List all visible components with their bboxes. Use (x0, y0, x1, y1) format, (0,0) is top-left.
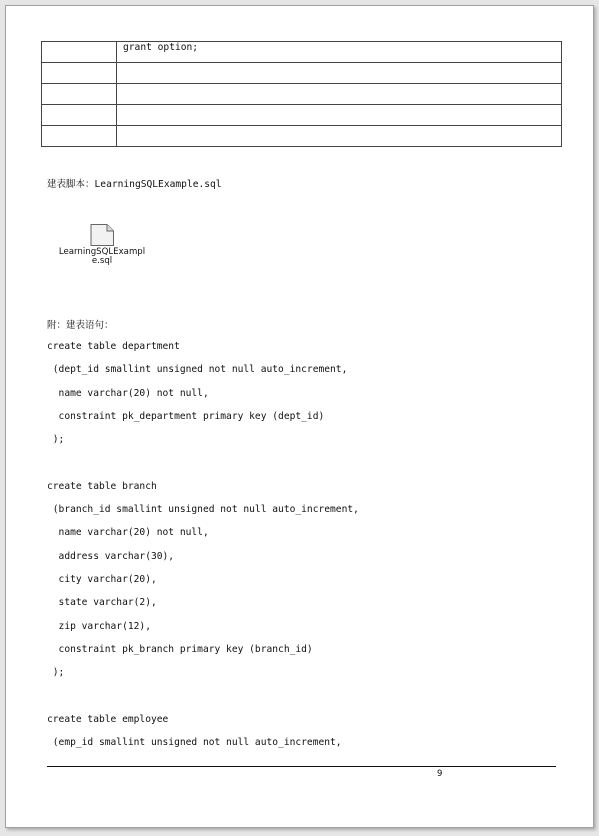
code-line: (dept_id smallint unsigned not null auto_increment, (47, 364, 348, 376)
code-line: ); (47, 434, 65, 446)
embedded-file-attachment[interactable] (44, 224, 164, 272)
code-line: create table employee (47, 713, 169, 725)
table-cell (117, 63, 562, 84)
document-page (5, 5, 594, 828)
code-line: city varchar(20), (47, 574, 157, 585)
code-line: (emp_id smallint unsigned not null auto_increment, (47, 737, 342, 749)
table-row (42, 84, 562, 105)
code-line: constraint pk_branch primary key (branch_id) (47, 643, 313, 655)
table-cell (42, 42, 117, 63)
table-row (42, 105, 562, 126)
permission-table (41, 41, 562, 147)
code-line: (branch_id smallint unsigned not null auto_increment, (47, 504, 359, 516)
code-line: constraint pk_department primary key (dept_id) (47, 410, 325, 422)
table-cell (117, 105, 562, 126)
table-cell (117, 84, 562, 105)
code-line: name varchar(20) not null, (47, 527, 209, 539)
table-cell (117, 126, 562, 147)
code-line: address varchar(30), (47, 550, 175, 562)
table-row (42, 42, 562, 63)
code-line: name varchar(20) not null, (47, 387, 209, 399)
table-row (42, 126, 562, 147)
table-cell (42, 105, 117, 126)
code-line: zip varchar(12), (47, 620, 151, 632)
page-number: 9 (437, 769, 443, 779)
table-cell (42, 63, 117, 84)
table-cell (42, 84, 117, 105)
script-label (47, 176, 222, 190)
attachment-filename-line2: e.sql (91, 256, 113, 266)
attachment-filename (44, 248, 160, 266)
code-line: create table branch (47, 480, 157, 492)
script-label-prefix: 建表脚本： (47, 179, 95, 190)
table-cell (42, 126, 117, 147)
footer-divider (47, 766, 556, 767)
file-icon (90, 224, 114, 246)
code-line: create table department (47, 341, 180, 352)
code-line: state varchar(2), (47, 597, 157, 609)
attachment-filename-line1: LearningSQLExampl (58, 247, 146, 257)
script-filename: LearningSQLExample.sql (94, 179, 222, 190)
table-cell: grant option; (117, 42, 562, 63)
table-row (42, 63, 562, 84)
code-line: ); (47, 667, 65, 679)
appendix-heading: 附：建表语句： (47, 320, 114, 331)
